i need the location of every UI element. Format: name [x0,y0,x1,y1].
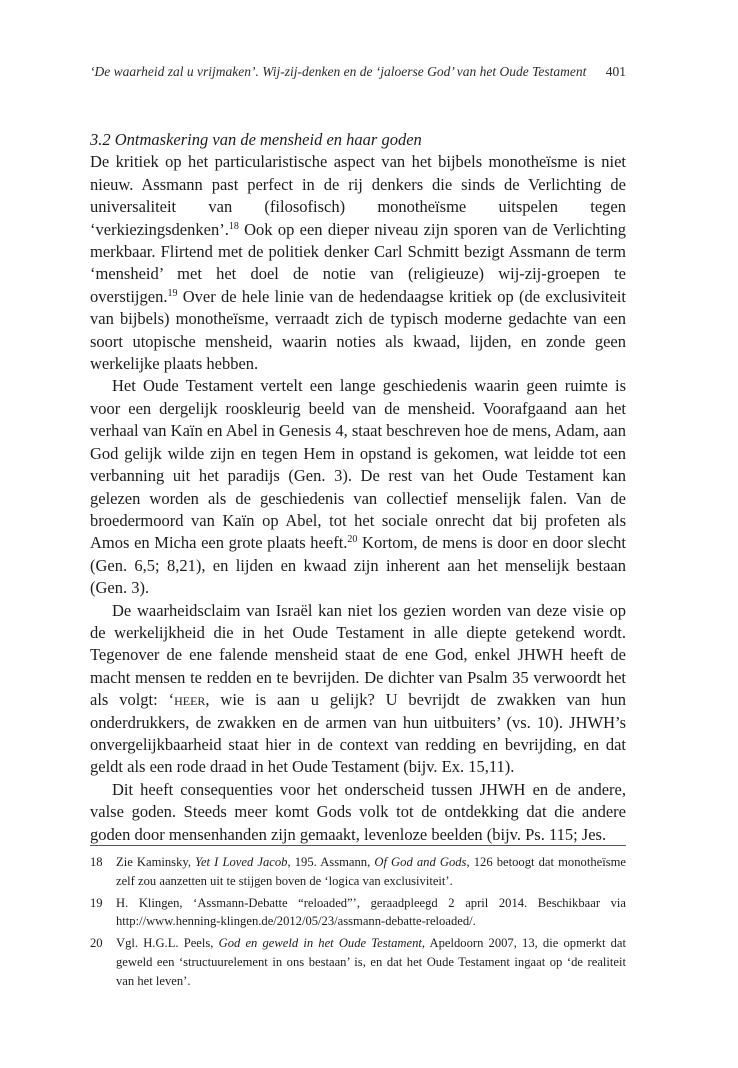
main-text [90,129,626,846]
divine-name-smallcaps: heer [174,690,206,710]
footnote-text-part: Zie Kaminsky, [116,855,196,869]
footnote-text-part: , Apeldoorn 2007, 13, die opmerkt dat geweld een ‘structuurelement in ons bestaan’ is, en dat het Oude Testament ingaat op ‘de realiteit van het leven’. [116,936,626,988]
footnote-20 [90,934,626,990]
footnote-ref[interactable]: 19 [167,287,178,299]
paragraph-text: Het Oude Testament vertelt een lange geschiedenis waarin geen ruimte is voor een dergelijk rooskleurig beeld van de mensheid. Voorafgaand aan het verhaal van Kaïn en Abel in Genesis 4, staat beschreven hoe de mens, Adam, aan God gelijk wilde zijn en tegen Hem in opstand is gekomen, wat leidde tot een verbanning uit het paradijs (Gen. 3). De rest van het Oude Testament kan gelezen worden als de geschiedenis van collectief menselijk falen. Van de broedermoord van Kaïn op Abel, tot het sociale onrecht dat bij profeten als Amos en Micha een grote plaats heeft. [90,376,626,553]
paragraph-text: De waarheidsclaim van Israël kan niet los gezien worden van deze visie op de werkelijkheid die in het Oude Testament in alle diepte getekend wordt. Tegenover de ene falende mensheid staat de ene God, enkel JHWH heeft de macht mensen te redden en te bevrijden. De dichter van Psalm 35 verwoordt het als volgt: ‘ [90,600,626,710]
footnote-19 [90,894,626,932]
footnote-text: H. Klingen, ‘Assmann-Debatte “reloaded”’, geraadpleegd 2 april 2014. Beschikbaar via http://www.henning-klingen.de/2012/05/23/assmann-debatte-reloaded/. [116,895,626,929]
footnote-18 [90,853,626,891]
book-title: Yet I Loved Jacob [195,855,288,869]
footnote-text-part: , 126 betoogt dat monotheïsme zelf zou aanzetten uit te stijgen boven de ‘logica van exclusiviteit’. [116,855,626,888]
book-title: God en geweld in het Oude Testament [218,936,422,951]
paragraph-3 [90,600,626,779]
paragraph-text: , wie is aan u gelijk? U bevrijdt de zwakken van hun onderdrukkers, de zwakken en de armen van hun uitbuiters’ (vs. 10). JHWH’s onvergelijkbaarheid staat hier in de context van redding en bevrijding, en dat geldt als een rode draad in het Oude Testament (bijv. Ex. 15,11). [90,690,627,777]
paragraph-text: Dit heeft consequenties voor het onderscheid tussen JHWH en de andere, valse goden. Steeds meer komt Gods volk tot de ontdekking dat die andere goden door mensenhanden zijn gemaakt, levenloze beelden (bijv. Ps. 115; Jes. [90,779,626,844]
footnote-number: 19 [90,895,103,910]
paragraph-1 [90,151,626,375]
book-title: Of God and Gods [374,855,467,869]
footnote-text [116,853,626,891]
paragraph-4 [90,779,626,846]
paragraph-text: Kortom, de mens is door en door slecht (Gen. 6,5; 8,21), en lijden en kwaad zijn inherent aan het menselijk bestaan (Gen. 3). [90,533,626,598]
running-header [90,64,626,84]
section-title: 3.2 Ontmaskering van de mensheid en haar goden [90,130,422,149]
footnote-ref[interactable]: 20 [347,534,358,546]
footnote-text-part: , 195. Assmann, [287,855,375,869]
paragraph-2 [90,375,626,599]
footnote-text [116,934,626,990]
page-number: 401 [605,64,626,79]
footnotes [90,853,626,994]
paragraph-text: Ook op een dieper niveau zijn sporen van de Verlichting merkbaar. Flirtend met de politiek denker Carl Schmitt bezigt Assmann de term ‘mensheid’ met het doel de notie van (religieuze) wij-zij-groepen te overstijgen. [90,219,626,306]
footnote-text-part: Vgl. H.G.L. Peels, [116,936,219,951]
running-title: ‘De waarheid zal u vrijmaken’. Wij-zij-denken en de ‘jaloerse God’ van het Oude Testament [90,64,587,79]
paragraph-text: Over de hele linie van de hedendaagse kritiek op (de exclusiviteit van bijbels) monotheïsme, verraadt zich de typisch moderne gedachte van een soort utopische mensheid, waarin noties als kwaad, lijden, en zonde geen werkelijke plaats hebben. [90,286,626,374]
footnote-number: 18 [90,855,103,869]
footnote-number: 20 [90,936,103,951]
footnote-separator [90,845,626,846]
footnote-ref[interactable]: 18 [228,220,239,232]
paragraph-text: De kritiek op het particularistische aspect van het bijbels monotheïsme is niet nieuw. Assmann past perfect in de rij denkers die sinds de Verlichting de universaliteit van (filosofisch) monotheïsme uitspelen tegen ‘verkiezingsdenken’. [90,152,626,239]
